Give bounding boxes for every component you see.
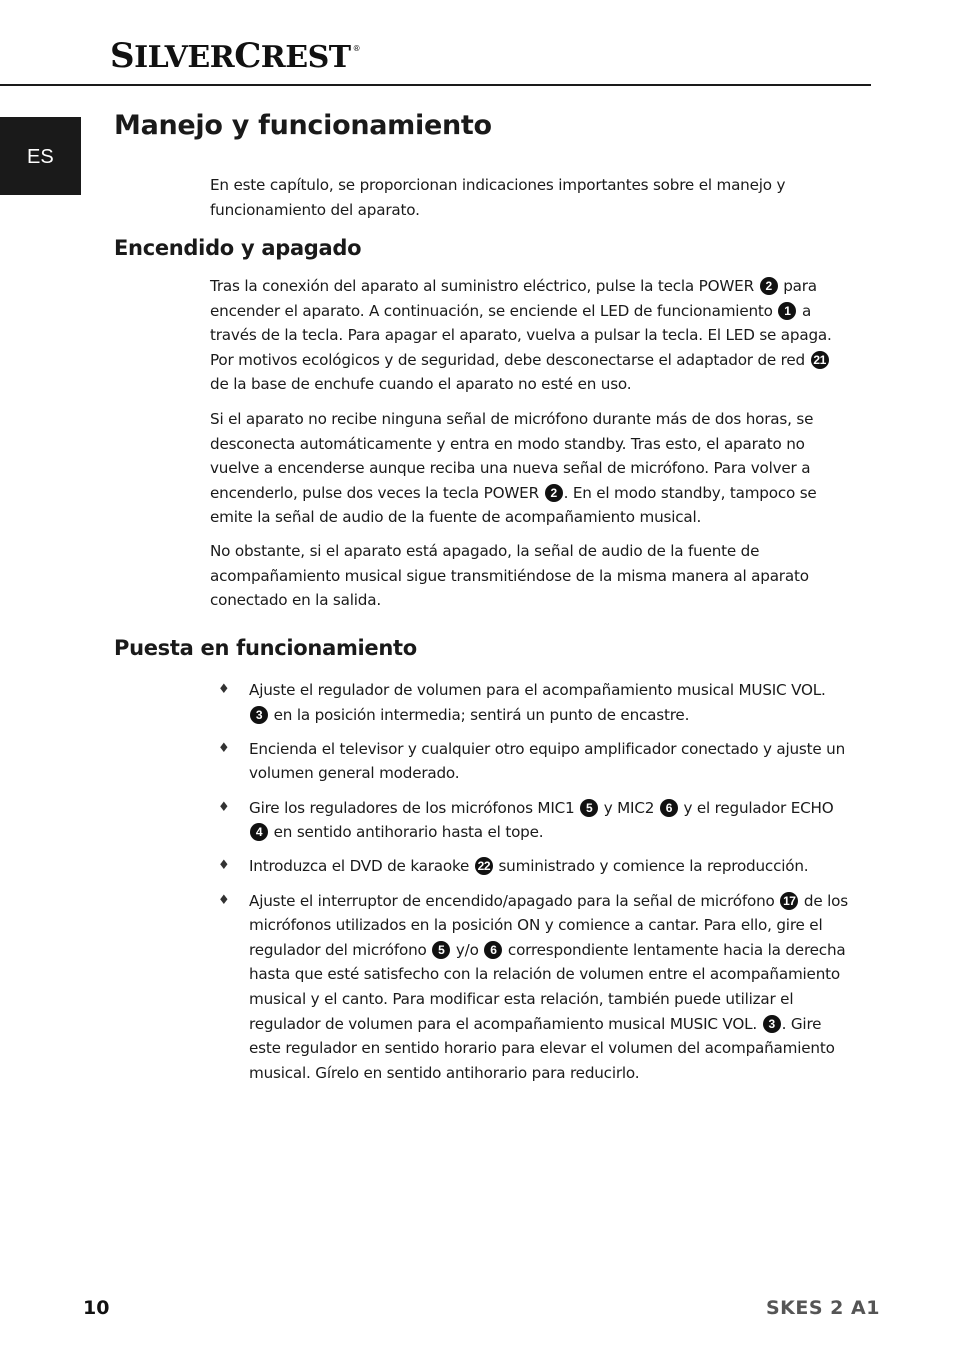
text-run: de los micrófonos utilizados en la posición ON y comience a cantar. Para ello, gire el regulador del micrófono [249, 891, 848, 959]
paragraph-audio: No obstante, si el aparato está apagado, la señal de audio de la fuente de acompañamiento musical sigue transmitiéndose de la misma manera al aparato conectado en la salida. [210, 542, 809, 610]
model-label: SKES 2 A1 [766, 1297, 880, 1319]
paragraph-power [210, 274, 842, 397]
logo-initial-2: C [234, 36, 261, 76]
intro-paragraph: En este capítulo, se proporcionan indicaciones importantes sobre el manejo y funcionamiento del aparato. [210, 176, 786, 219]
text-run: Ajuste el interruptor de encendido/apagado para la señal de micrófono [249, 891, 780, 910]
logo-initial-1: S [110, 36, 135, 76]
callout-number: 5 [580, 799, 598, 817]
text-run: correspondiente lentamente hacia la derecha hasta que esté satisfecho con la relación de volumen entre el acompañamiento musical y el canto. Para modificar esta relación, también puede utilizar el regulador de volumen para el acompañamiento musical MUSIC VOL. [249, 940, 846, 1033]
callout-number: 1 [778, 302, 796, 320]
text-run: y/o [451, 940, 484, 959]
list-item [210, 678, 850, 727]
logo-part-2: REST [260, 40, 351, 75]
text-run: Ajuste el regulador de volumen para el acompañamiento musical MUSIC VOL. [249, 681, 826, 699]
list-item [210, 889, 850, 1086]
callout-number: 21 [811, 351, 829, 369]
section-heading-encendido: Encendido y apagado [114, 236, 362, 260]
paragraph-standby [210, 407, 842, 530]
callout-number: 2 [760, 277, 778, 295]
callout-number: 17 [780, 892, 798, 910]
text-run: en sentido antihorario hasta el tope. [269, 823, 544, 842]
registered-mark: ® [352, 44, 361, 53]
diamond-bullet-icon: ♦ [218, 799, 230, 815]
text-run: Gire los reguladores de los micrófonos MIC1 [249, 798, 580, 817]
brand-logo [110, 36, 360, 76]
language-tab: ES [0, 117, 81, 195]
diamond-bullet-icon: ♦ [218, 892, 230, 908]
header-rule [0, 84, 871, 86]
callout-number: 22 [475, 857, 493, 875]
callout-number: 6 [660, 799, 678, 817]
text-run: Introduzca el DVD de karaoke [249, 857, 474, 876]
page-number: 10 [83, 1297, 110, 1319]
list-item [210, 796, 850, 845]
list-item [210, 854, 850, 879]
text-run: Tras la conexión del aparato al suministro eléctrico, pulse la tecla POWER [210, 277, 759, 295]
text-run: . Gire este regulador en sentido horario para elevar el volumen del acompañamiento musical. Gírelo en sentido antihorario para reducirlo. [249, 1014, 835, 1082]
diamond-bullet-icon: ♦ [218, 740, 230, 756]
text-run: a través de la tecla. Para apagar el aparato, vuelva a pulsar la tecla. El LED se apaga. Por motivos ecológicos y de seguridad, debe desconectarse el adaptador de red [210, 301, 832, 369]
text-run: . En el modo standby, tampoco se emite la señal de audio de la fuente de acompañamiento musical. [210, 483, 817, 527]
list-item [210, 737, 850, 786]
page-title: Manejo y funcionamiento [114, 110, 492, 141]
diamond-bullet-icon: ♦ [218, 682, 230, 697]
logo-part-1: ILVER [134, 40, 235, 75]
callout-number: 3 [250, 706, 268, 724]
callout-number: 3 [763, 1015, 781, 1033]
text-run: Encienda el televisor y cualquier otro equipo amplificador conectado y ajuste un volumen general moderado. [249, 739, 846, 783]
text-run: para encender el aparato. A continuación, se enciende el LED de funcionamiento [210, 277, 817, 320]
callout-number: 4 [250, 823, 268, 841]
text-run: Si el aparato no recibe ninguna señal de micrófono durante más de dos horas, se desconecta automáticamente y entra en modo standby. Tras esto, el aparato no vuelve a encenderse aunque reciba una nueva señal de micrófono. Para volver a encenderlo, pulse dos veces la tecla POWER [210, 410, 814, 502]
section-heading-puesta: Puesta en funcionamiento [114, 636, 417, 660]
callout-number: 2 [545, 484, 563, 502]
callout-number: 6 [484, 941, 502, 959]
text-run: de la base de enchufe cuando el aparato no esté en uso. [210, 375, 632, 394]
callout-number: 5 [432, 941, 450, 959]
text-run: suministrado y comience la reproducción. [493, 857, 809, 876]
text-run: y el regulador ECHO [678, 798, 834, 817]
diamond-bullet-icon: ♦ [218, 858, 230, 874]
text-run: y MIC2 [599, 798, 659, 817]
instruction-list [210, 678, 850, 1095]
text-run: en la posición intermedia; sentirá un punto de encastre. [269, 705, 690, 724]
